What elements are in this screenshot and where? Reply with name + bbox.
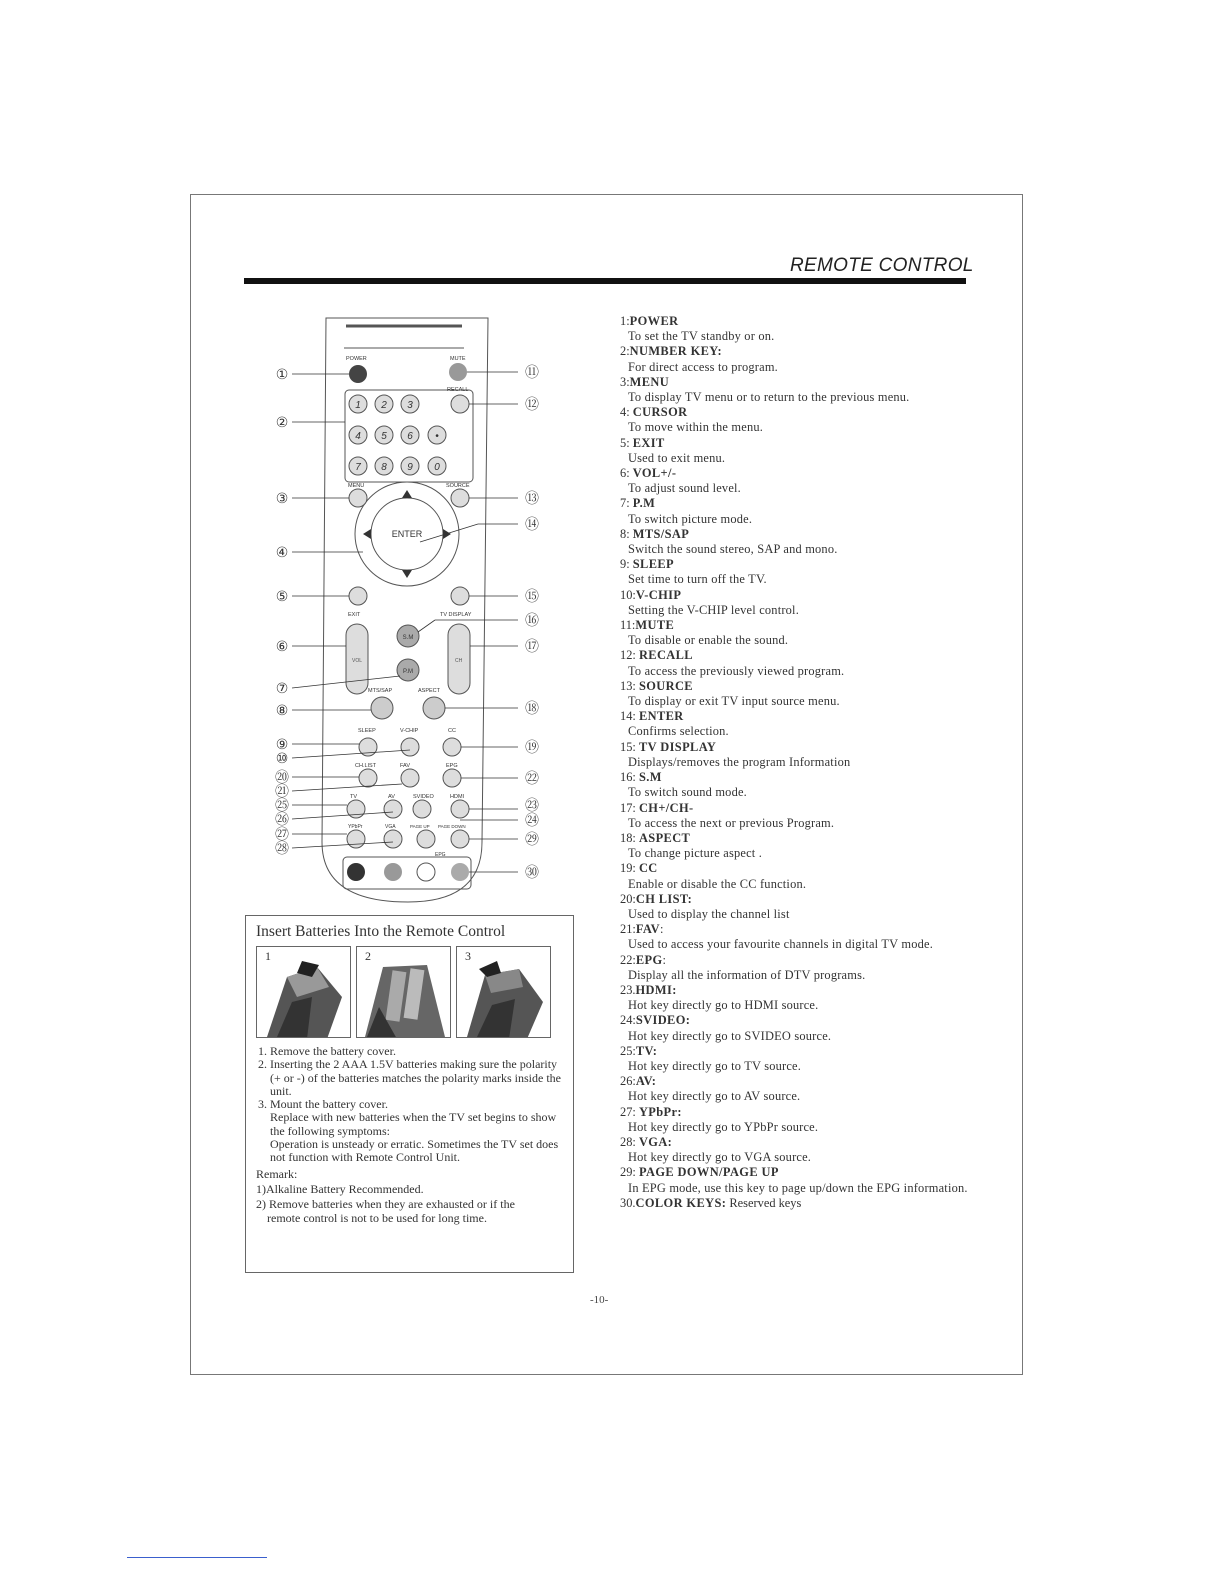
- recall-button[interactable]: [451, 395, 469, 413]
- key-description: [620, 557, 1000, 587]
- ch-label: CH: [455, 658, 463, 664]
- page-up-button[interactable]: [417, 830, 435, 848]
- key-description-text: To disable or enable the sound.: [628, 633, 789, 648]
- callout-16: ⑯: [525, 613, 539, 629]
- key-description: [620, 1074, 1000, 1104]
- callout-25: ㉕: [275, 798, 289, 814]
- key-description-text: Used to display the channel list: [628, 906, 790, 921]
- key-description-heading: 15: TV DISPLAY: [620, 739, 717, 754]
- vchip-button[interactable]: [401, 738, 419, 756]
- key-description: [620, 1135, 1000, 1165]
- callout-24: ㉔: [525, 813, 539, 829]
- svideo-button[interactable]: [413, 800, 431, 818]
- key-description-heading: 23.HDMI:: [620, 982, 677, 997]
- callout-15: ⑮: [525, 589, 539, 605]
- battery-picture-1: 1: [256, 946, 351, 1038]
- callout-14: ⑭: [525, 517, 539, 533]
- key-description: [620, 1044, 1000, 1074]
- key-description: [620, 1013, 1000, 1043]
- chlist-button[interactable]: [359, 769, 377, 787]
- key-description-heading: 14: ENTER: [620, 709, 684, 724]
- key-description-heading: 17: CH+/CH-: [620, 800, 694, 815]
- callout-13: ⑬: [525, 491, 539, 507]
- page-number: -10-: [590, 1294, 609, 1306]
- key-description-heading: 7: P.M: [620, 496, 656, 511]
- fav-label: FAV: [400, 763, 410, 769]
- color-key-red[interactable]: [347, 863, 365, 881]
- color-key-blue[interactable]: [451, 863, 469, 881]
- tv-display-button[interactable]: [451, 587, 469, 605]
- key-description-heading: 28: VGA:: [620, 1134, 673, 1149]
- key-description: [620, 801, 1000, 831]
- callout-18: ⑱: [525, 701, 539, 717]
- key-description-text: To switch sound mode.: [628, 785, 747, 800]
- key-description-text: In EPG mode, use this key to page up/down the EPG information.: [628, 1180, 968, 1195]
- key-description-heading: 8: MTS/SAP: [620, 526, 690, 541]
- callout-22: ㉒: [525, 771, 539, 787]
- vol-label: VOL: [352, 658, 363, 664]
- svg-text:8: 8: [381, 462, 387, 473]
- color-key-green[interactable]: [384, 863, 402, 881]
- exit-label: EXIT: [348, 612, 361, 618]
- key-description: [620, 405, 1000, 435]
- key-description-text: Hot key directly go to AV source.: [628, 1089, 801, 1104]
- key-description-heading: 1:POWER: [620, 314, 679, 328]
- key-description: [620, 496, 1000, 526]
- key-description: [620, 375, 1000, 405]
- callout-27: ㉗: [275, 827, 289, 843]
- svg-text:4: 4: [355, 431, 361, 442]
- key-description-heading: 6: VOL+/-: [620, 466, 677, 481]
- key-description: [620, 892, 1000, 922]
- key-description-text: To change picture aspect .: [628, 846, 763, 861]
- callout-21: ㉑: [275, 784, 289, 800]
- remark-1: 1)Alkaline Battery Recommended.: [256, 1181, 424, 1196]
- key-description-heading: 10:V-CHIP: [620, 587, 682, 602]
- battery-instructions: [256, 1045, 566, 1225]
- callout-6: ⑥: [275, 639, 289, 655]
- svg-text:•: •: [435, 431, 439, 442]
- cc-button[interactable]: [443, 738, 461, 756]
- callout-12: ⑫: [525, 397, 539, 413]
- mute-label: MUTE: [450, 356, 466, 362]
- vga-label: VGA: [385, 824, 396, 830]
- battery-step-3: 3. Mount the battery cover.: [270, 1098, 566, 1111]
- tv-label: TV: [350, 794, 358, 800]
- callout-30: ㉚: [525, 865, 539, 881]
- key-description-text: To adjust sound level.: [628, 481, 741, 496]
- key-description-heading: 25:TV:: [620, 1043, 658, 1058]
- mts-sap-button[interactable]: [371, 697, 393, 719]
- key-description-text: To display TV menu or to return to the previous menu.: [628, 390, 910, 405]
- battery-picture-2: 2: [356, 946, 451, 1038]
- callout-29: ㉙: [525, 832, 539, 848]
- key-description: [620, 1105, 1000, 1135]
- key-description-text: To access the previously viewed program.: [628, 663, 845, 678]
- key-description-heading: 11:MUTE: [620, 618, 675, 633]
- key-description-text: Setting the V-CHIP level control.: [628, 602, 799, 617]
- key-description: [620, 861, 1000, 891]
- remark-2: 2) Remove batteries when they are exhausted or if the: [256, 1197, 515, 1212]
- key-description-heading: 2:NUMBER KEY:: [620, 344, 723, 359]
- key-description-text: Display all the information of DTV programs.: [628, 967, 866, 982]
- replace-note: Replace with new batteries when the TV set begins to show the following symptoms:: [270, 1110, 557, 1138]
- key-description-heading: 12: RECALL: [620, 648, 693, 663]
- ypbpr-label: YPbPr: [348, 824, 363, 830]
- callout-1: ①: [275, 367, 289, 383]
- color-key-yellow[interactable]: [417, 863, 435, 881]
- key-description-heading: 30.COLOR KEYS: Reserved keys: [620, 1195, 802, 1210]
- enter-button[interactable]: ENTER: [391, 529, 423, 539]
- callout-17: ⑰: [525, 639, 539, 655]
- key-description-text: To set the TV standby or on.: [628, 329, 775, 344]
- chlist-label: CH.LIST: [355, 763, 377, 769]
- key-description-heading: 27: YPbPr:: [620, 1104, 682, 1119]
- key-description: [620, 922, 1000, 952]
- page-down-button[interactable]: [451, 830, 469, 848]
- key-description-text: Displays/removes the program Information: [628, 754, 851, 769]
- battery-instructions-box: [245, 915, 574, 1273]
- source-label: SOURCE: [446, 483, 470, 489]
- key-description: [620, 436, 1000, 466]
- operation-note: Operation is unsteady or erratic. Sometimes the TV set does not function with Remote Control Unit.: [270, 1137, 559, 1165]
- power-button[interactable]: [349, 365, 367, 383]
- key-description-text: Set time to turn off the TV.: [628, 572, 767, 587]
- key-description: [620, 466, 1000, 496]
- key-description-text: Confirms selection.: [628, 724, 729, 739]
- svideo-label: SVIDEO: [413, 794, 434, 800]
- exit-button[interactable]: [349, 587, 367, 605]
- battery-step-1: 1. Remove the battery cover.: [270, 1045, 566, 1058]
- key-description-heading: 24:SVIDEO:: [620, 1013, 691, 1028]
- key-description-text: To access the next or previous Program.: [628, 815, 835, 830]
- svg-text:2: 2: [381, 400, 387, 411]
- remark-label: Remark:: [256, 1166, 298, 1181]
- key-description-text: Enable or disable the CC function.: [628, 876, 807, 891]
- callout-26: ㉖: [275, 812, 289, 828]
- key-description-list: [620, 314, 1000, 1211]
- vga-button[interactable]: [384, 830, 402, 848]
- key-description-heading: 29: PAGE DOWN/PAGE UP: [620, 1165, 779, 1180]
- key-description-text: For direct access to program.: [628, 359, 778, 374]
- battery-picture-3: 3: [456, 946, 551, 1038]
- callout-4: ④: [275, 545, 289, 561]
- key-description: [620, 1196, 1000, 1211]
- ypbpr-button[interactable]: [347, 830, 365, 848]
- key-description-heading: 3:MENU: [620, 374, 670, 389]
- svg-text:0: 0: [434, 462, 440, 473]
- header-divider: [244, 278, 966, 284]
- menu-label: MENU: [348, 483, 365, 489]
- svg-text:7: 7: [355, 462, 361, 473]
- key-description: [620, 1165, 1000, 1195]
- section-title: REMOTE CONTROL: [790, 255, 974, 276]
- key-description-text: Hot key directly go to HDMI source.: [628, 998, 819, 1013]
- key-description-heading: 5: EXIT: [620, 435, 665, 450]
- svg-text:3: 3: [407, 400, 413, 411]
- key-description: [620, 709, 1000, 739]
- battery-step-2: 2. Inserting the 2 AAA 1.5V batteries making sure the polarity (+ or -) of the batteries matches the polarity marks inside the unit.: [270, 1058, 566, 1098]
- hdmi-button[interactable]: [451, 800, 469, 818]
- remote-control-diagram: [250, 312, 550, 912]
- svg-text:6: 6: [407, 431, 413, 442]
- key-description-heading: 22:EPG:: [620, 952, 666, 967]
- callout-28: ㉘: [275, 841, 289, 857]
- key-description-heading: 16: S.M: [620, 770, 662, 785]
- key-description-heading: 13: SOURCE: [620, 678, 693, 693]
- key-description: [620, 527, 1000, 557]
- footer-rule: [127, 1557, 267, 1558]
- callout-2: ②: [275, 415, 289, 431]
- aspect-button[interactable]: [423, 697, 445, 719]
- key-description: [620, 648, 1000, 678]
- callout-23: ㉓: [525, 798, 539, 814]
- key-description-text: Switch the sound stereo, SAP and mono.: [628, 542, 838, 557]
- epg2-label: EPG: [435, 852, 446, 858]
- callout-11: ⑪: [525, 365, 539, 381]
- sleep-label: SLEEP: [358, 728, 376, 734]
- callout-9: ⑨: [275, 737, 289, 753]
- callout-5: ⑤: [275, 589, 289, 605]
- recall-label: RECALL: [447, 387, 469, 393]
- key-description-heading: 20:CH LIST:: [620, 891, 693, 906]
- vchip-label: V-CHIP: [400, 728, 419, 734]
- key-description-heading: 21:FAV:: [620, 922, 664, 937]
- key-description: [620, 831, 1000, 861]
- mts-sap-label: MTS/SAP: [368, 688, 393, 694]
- svg-text:P.M: P.M: [403, 669, 413, 675]
- battery-title: Insert Batteries Into the Remote Control: [256, 923, 506, 940]
- svg-text:S.M: S.M: [402, 635, 414, 641]
- callout-10: ⑩: [275, 751, 289, 767]
- key-description: [620, 588, 1000, 618]
- callout-7: ⑦: [275, 681, 289, 697]
- page-down-label: PAGE DOWN: [438, 824, 466, 829]
- key-description-text: Hot key directly go to YPbPr source.: [628, 1119, 819, 1134]
- aspect-label: ASPECT: [418, 688, 441, 694]
- av-button[interactable]: [384, 800, 402, 818]
- epg-button[interactable]: [443, 769, 461, 787]
- svg-text:1: 1: [355, 400, 361, 411]
- mute-button[interactable]: [449, 363, 467, 381]
- key-description-text: Used to access your favourite channels in digital TV mode.: [628, 937, 933, 952]
- key-description-text: Hot key directly go to SVIDEO source.: [628, 1028, 832, 1043]
- av-label: AV: [388, 794, 395, 800]
- key-description: [620, 953, 1000, 983]
- key-description: [620, 770, 1000, 800]
- key-description-heading: 18: ASPECT: [620, 830, 691, 845]
- key-description: [620, 740, 1000, 770]
- power-label: POWER: [346, 356, 367, 362]
- key-description-heading: 9: SLEEP: [620, 557, 675, 572]
- key-description-heading: 26:AV:: [620, 1074, 657, 1089]
- callout-20: ⑳: [275, 770, 289, 786]
- epg-label: EPG: [446, 763, 458, 769]
- source-button[interactable]: [451, 489, 469, 507]
- key-description-heading: 19: CC: [620, 861, 658, 876]
- key-description-text: Hot key directly go to VGA source.: [628, 1150, 812, 1165]
- svg-text:5: 5: [381, 431, 387, 442]
- key-description-text: To display or exit TV input source menu.: [628, 694, 840, 709]
- key-description-text: To move within the menu.: [628, 420, 764, 435]
- callout-3: ③: [275, 491, 289, 507]
- callout-19: ⑲: [525, 740, 539, 756]
- hdmi-label: HDMI: [450, 794, 465, 800]
- page-up-label: PAGE UP: [410, 824, 430, 829]
- svg-text:9: 9: [407, 462, 413, 473]
- callout-8: ⑧: [275, 703, 289, 719]
- fav-button[interactable]: [401, 769, 419, 787]
- key-description: [620, 679, 1000, 709]
- key-description-heading: 4: CURSOR: [620, 405, 688, 420]
- menu-button[interactable]: [349, 489, 367, 507]
- key-description: [620, 983, 1000, 1013]
- remark-2-cont: remote control is not to be used for long time.: [267, 1210, 487, 1225]
- key-description-text: To switch picture mode.: [628, 511, 753, 526]
- tv-display-label: TV DISPLAY: [440, 612, 472, 618]
- key-description-text: Used to exit menu.: [628, 450, 726, 465]
- key-description: [620, 314, 1000, 344]
- cc-label: CC: [448, 728, 456, 734]
- key-description: [620, 344, 1000, 374]
- key-description-text: Hot key directly go to TV source.: [628, 1058, 802, 1073]
- key-description: [620, 618, 1000, 648]
